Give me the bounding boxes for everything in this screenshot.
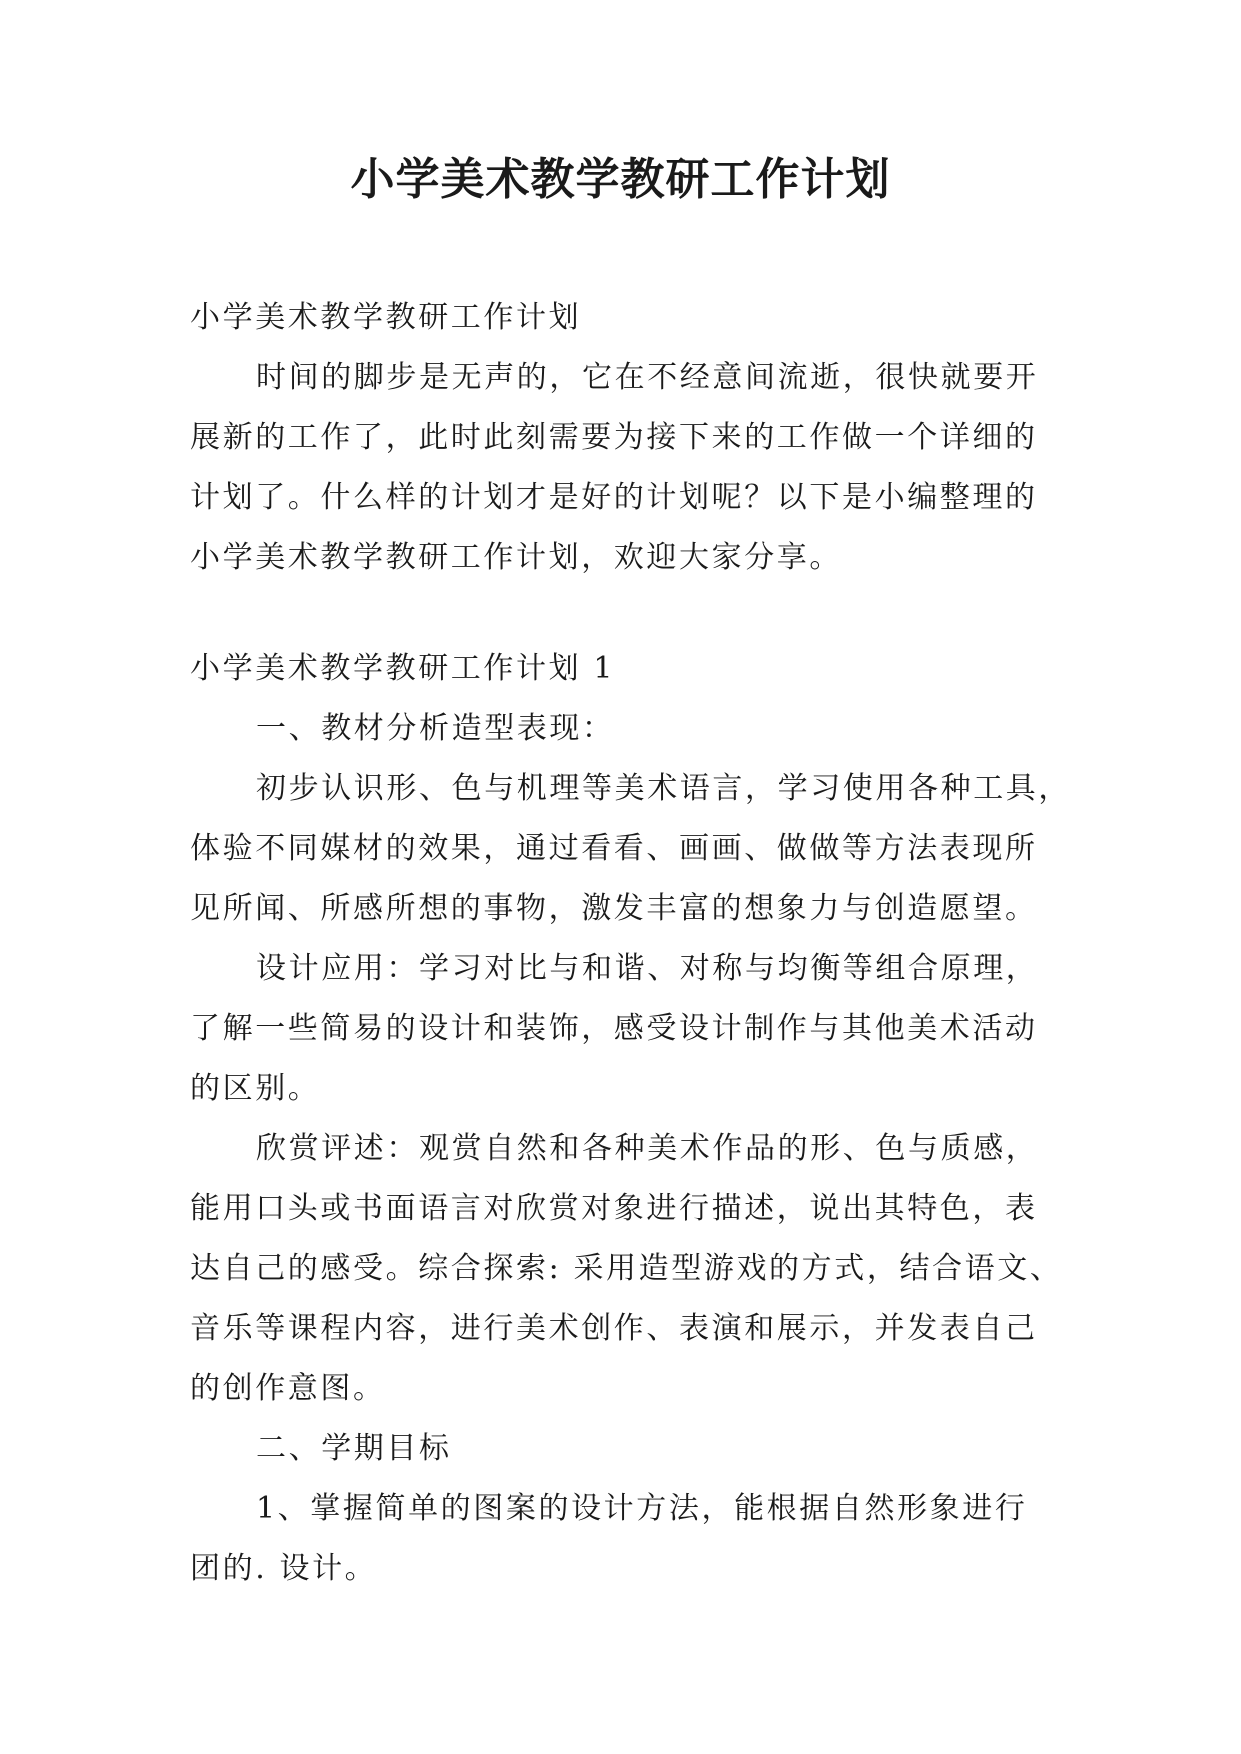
paragraph-line: 计划了。什么样的计划才是好的计划呢？以下是小编整理的 bbox=[190, 480, 1038, 515]
paragraph-line: 一、教材分析造型表现： bbox=[256, 711, 615, 746]
paragraph-line: 团的. 设计。 bbox=[190, 1551, 378, 1586]
paragraph-line: 设计应用：学习对比与和谐、对称与均衡等组合原理， bbox=[256, 951, 1039, 986]
paragraph-line: 的创作意图。 bbox=[190, 1371, 386, 1406]
section-heading: 二、学期目标 bbox=[256, 1431, 452, 1466]
section-heading: 小学美术教学教研工作计划 bbox=[190, 300, 582, 335]
paragraph-line: 了解一些简易的设计和装饰，感受设计制作与其他美术活动 bbox=[190, 1011, 1038, 1046]
paragraph-line: 1、掌握简单的图案的设计方法，能根据自然形象进行 bbox=[256, 1491, 1028, 1526]
paragraph-line: 的区别。 bbox=[190, 1071, 321, 1106]
paragraph-line: 见所闻、所感所想的事物，激发丰富的想象力与创造愿望。 bbox=[190, 891, 1038, 926]
paragraph-line: 小学美术教学教研工作计划，欢迎大家分享。 bbox=[190, 540, 842, 575]
paragraph-line: 展新的工作了，此时此刻需要为接下来的工作做一个详细的 bbox=[190, 420, 1038, 455]
paragraph-line: 能用口头或书面语言对欣赏对象进行描述，说出其特色，表 bbox=[190, 1191, 1038, 1226]
section-heading: 小学美术教学教研工作计划 1 bbox=[190, 651, 616, 686]
paragraph-line: 初步认识形、色与机理等美术语言，学习使用各种工具， bbox=[256, 771, 1071, 806]
document-title: 小学美术教学教研工作计划 bbox=[350, 154, 891, 205]
paragraph-line: 达自己的感受。综合探索: 采用造型游戏的方式，结合语文、 bbox=[190, 1251, 1063, 1286]
paragraph-line: 音乐等课程内容，进行美术创作、表演和展示，并发表自己 bbox=[190, 1311, 1038, 1346]
paragraph-line: 体验不同媒材的效果，通过看看、画画、做做等方法表现所 bbox=[190, 831, 1038, 866]
paragraph-line: 时间的脚步是无声的，它在不经意间流逝，很快就要开 bbox=[256, 360, 1039, 395]
paragraph-line: 欣赏评述：观赏自然和各种美术作品的形、色与质感， bbox=[256, 1131, 1039, 1166]
